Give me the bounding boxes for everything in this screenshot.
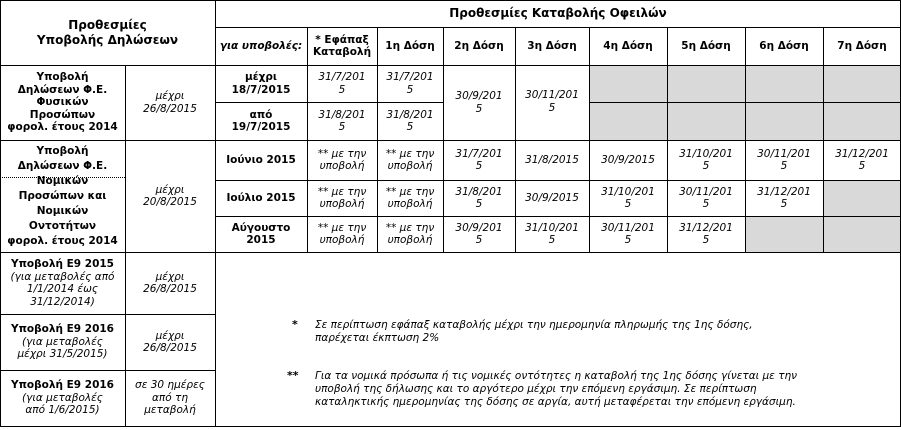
ne-label: Υποβολή Δηλώσεων Φ.Ε. Νομικών Προσώπων και Νομικών Οντοτήτων φορολ. έτους 2014 — [7, 144, 118, 247]
grid-line — [215, 180, 901, 181]
ne-row2-i2: 31/8/201 5 — [455, 185, 503, 210]
grid-line — [0, 314, 215, 315]
ne-row3-i3: 31/10/201 5 — [525, 221, 579, 246]
fe-deadline: μέχρι 26/8/2015 — [143, 90, 197, 115]
grid-line — [0, 140, 901, 141]
grid-line — [823, 27, 824, 252]
right-header-title: Προθεσμίες Καταβολής Οφειλών — [449, 6, 667, 21]
e9-2015-label — [0, 252, 125, 314]
ne-row2-i5: 30/11/201 5 — [679, 185, 733, 210]
fe-i2: 30/9/201 5 — [455, 90, 503, 115]
grid-line — [745, 27, 746, 252]
e9-2016b-title: Υποβολή Ε9 2016 — [11, 379, 114, 392]
grid-line — [215, 102, 443, 103]
submission-column-header: για υποβολές: — [219, 39, 303, 52]
ne-deadline: μέχρι 20/8/2015 — [143, 183, 197, 208]
grid-line — [215, 0, 216, 427]
ne-row2-i1: ** με την υποβολή — [385, 185, 435, 210]
fe-row2-lump: 31/8/201 5 — [318, 108, 366, 133]
ne-row3-i5: 31/12/201 5 — [679, 221, 733, 246]
left-header-title: Προθεσμίες Υποβολής Δηλώσεων — [36, 17, 179, 47]
grid-line — [0, 0, 1, 427]
empty-cell — [823, 180, 901, 216]
e9-2015-title: Υποβολή Ε9 2015 — [11, 258, 114, 270]
grid-line — [589, 27, 590, 252]
fe-label: Υποβολή Δηλώσεων Φ.Ε. Φυσικών Προσώπων φορολ. έτους 2014 — [7, 71, 118, 134]
installment-1-header: 1η Δόση — [385, 39, 435, 52]
e9-2015-sub: (για μεταβολές από 1/1/2014 έως 31/12/2014) — [10, 270, 115, 308]
e9-2016b-sub: (για μεταβολές από 1/6/2015) — [22, 391, 103, 417]
grid-line — [667, 27, 668, 252]
grid-line — [0, 177, 125, 178]
lump-sum-column-header: * Εφάπαξ Καταβολή — [312, 33, 372, 58]
note-2-mark: ** — [287, 369, 299, 382]
grid-line — [377, 27, 378, 252]
installment-2-header: 2η Δόση — [454, 39, 504, 52]
ne-row3-when: Αύγουστο 2015 — [231, 221, 291, 246]
ne-row1-when: Ιούνιο 2015 — [226, 153, 296, 166]
ne-row1-i1: ** με την υποβολή — [385, 147, 435, 172]
grid-line — [215, 216, 901, 217]
grid-line — [0, 426, 901, 427]
fe-row1-when: μέχρι 18/7/2015 — [231, 71, 291, 96]
ne-row2-i4: 31/10/201 5 — [601, 185, 655, 210]
installment-6-header: 6η Δόση — [759, 39, 809, 52]
grid-line — [0, 370, 215, 371]
installment-5-header: 5η Δόση — [681, 39, 731, 52]
e9-2016b-label — [0, 370, 125, 426]
ne-row1-i6: 30/11/201 5 — [757, 147, 811, 172]
fe-row1-i1: 31/7/201 5 — [386, 71, 434, 96]
e9-2015-deadline: μέχρι 26/8/2015 — [143, 270, 197, 295]
grid-line — [515, 27, 516, 252]
e9-2016b-deadline: σε 30 ημέρες από τη μεταβολή — [135, 379, 205, 417]
installment-3-header: 3η Δόση — [527, 39, 577, 52]
ne-row1-i3: 31/8/2015 — [525, 153, 579, 166]
ne-row1-i2: 31/7/201 5 — [455, 147, 503, 172]
ne-row1-lump: ** με την υποβολή — [317, 147, 367, 172]
note-1-text: Σε περίπτωση εφάπαξ καταβολής μέχρι την ημερομηνία πληρωμής της 1ης δόσης, παρέχεται έκπτωση 2% — [315, 319, 753, 344]
fe-row2-when: από 19/7/2015 — [231, 108, 291, 133]
grid-line — [443, 27, 444, 252]
ne-row2-lump: ** με την υποβολή — [317, 185, 367, 210]
ne-row1-i7: 31/12/201 5 — [835, 147, 889, 172]
grid-line — [307, 27, 308, 252]
ne-row2-when: Ιούλιο 2015 — [226, 191, 296, 204]
fe-row2-i1: 31/8/201 5 — [386, 108, 434, 133]
ne-row3-lump: ** με την υποβολή — [317, 221, 367, 246]
ne-row3-i2: 30/9/201 5 — [455, 221, 503, 246]
fe-row1-lump: 31/7/201 5 — [318, 71, 366, 96]
installment-4-header: 4η Δόση — [603, 39, 653, 52]
grid-line — [0, 252, 901, 253]
note-2-text: Για τα νομικά πρόσωπα ή τις νομικές οντότητες η καταβολή της 1ης δόσης γίνεται με την υποβολή της δήλωσης και το αργότερο μέχρι την επόμενη εργάσιμη. Σε περίπτωση καταληκτικής ημερομηνίας της δόσης σε αργία, αυτή μεταφέρεται την επόμενη εργάσιμη. — [315, 370, 798, 408]
ne-row1-i5: 31/10/201 5 — [679, 147, 733, 172]
grid-line — [125, 65, 126, 427]
e9-2016a-sub: (για μεταβολές μέχρι 31/5/2015) — [17, 335, 108, 361]
ne-row3-i4: 30/11/201 5 — [601, 221, 655, 246]
ne-row3-i1: ** με την υποβολή — [385, 221, 435, 246]
ne-row2-i3: 30/9/2015 — [525, 191, 579, 204]
e9-2016a-deadline: μέχρι 26/8/2015 — [143, 329, 197, 354]
grid-line — [215, 27, 901, 28]
fe-i3: 30/11/201 5 — [525, 89, 579, 114]
grid-line — [0, 65, 901, 66]
note-1-mark: * — [292, 318, 298, 331]
installment-7-header: 7η Δόση — [837, 39, 887, 52]
ne-row2-i6: 31/12/201 5 — [757, 185, 811, 210]
e9-2016a-label — [0, 314, 125, 370]
e9-2016a-title: Υποβολή Ε9 2016 — [11, 323, 114, 336]
ne-row1-i4: 30/9/2015 — [601, 153, 655, 166]
grid-line — [0, 0, 901, 1]
